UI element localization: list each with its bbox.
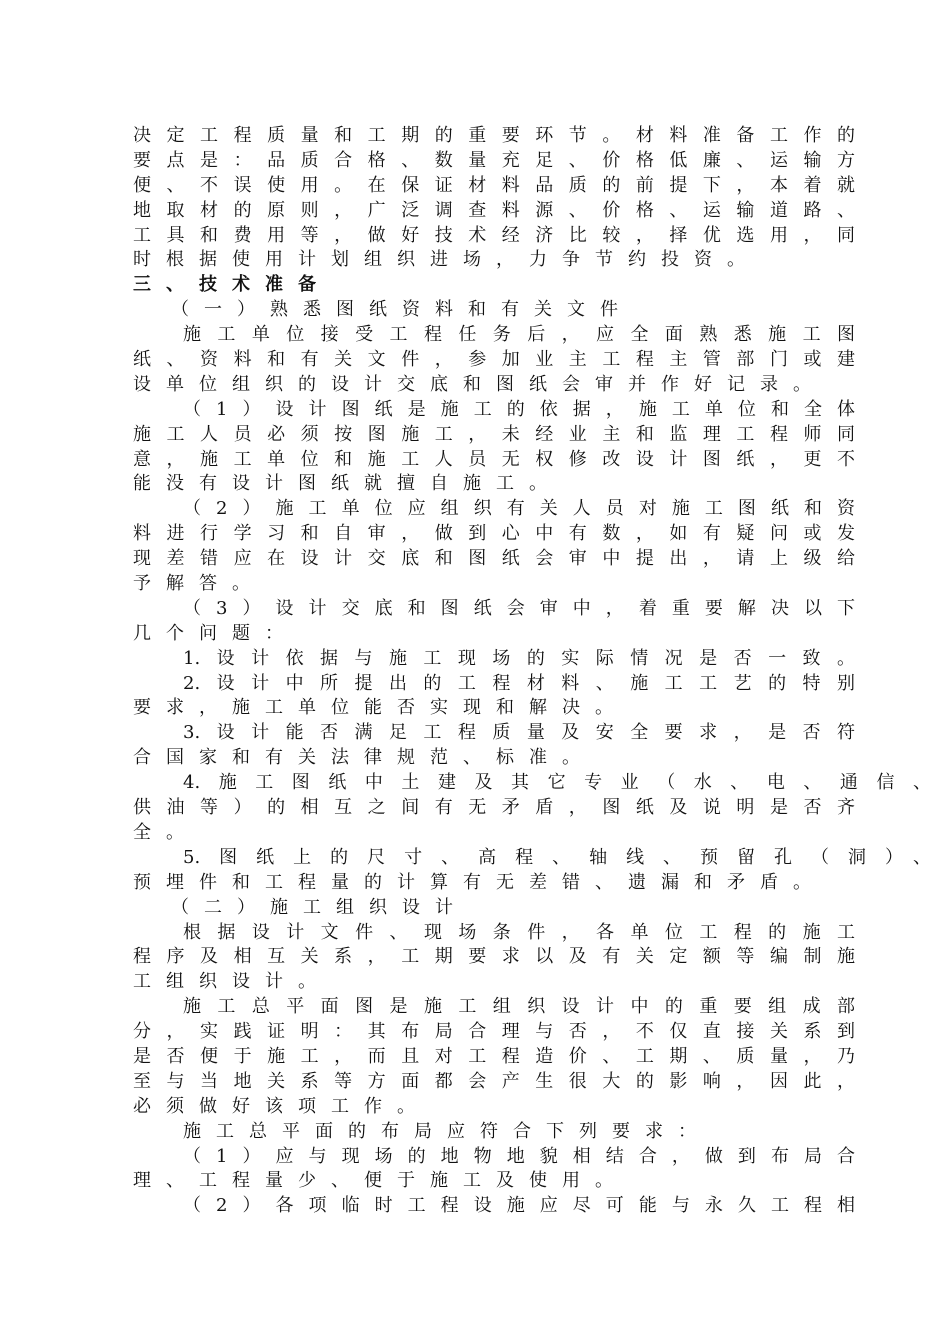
text-line: 理、工程量少、便于施工及使用。 xyxy=(133,1170,628,1192)
text-line: 施工总平面图是施工组织设计中的重要组成部 xyxy=(183,996,855,1018)
text-line: 要求，施工单位能否实现和解决。 xyxy=(133,697,628,719)
text-line: 能没有设计图纸就擅自施工。 xyxy=(133,473,562,495)
text-line: 予解答。 xyxy=(133,573,265,595)
text-line: 施工人员必须按图施工，未经业主和监理工程师同 xyxy=(133,423,855,445)
text-line: 决定工程质量和工期的重要环节。材料准备工作的 xyxy=(133,125,855,146)
text-line: 分，实践证明：其布局合理与否，不仅直接关系到 xyxy=(133,1021,855,1043)
text-line: （一）熟悉图纸资料和有关文件 xyxy=(171,299,633,321)
text-line: （2）施工单位应组织有关人员对施工图纸和资 xyxy=(183,498,855,520)
text-line: 便、不误使用。在保证材料品质的前提下，本着就 xyxy=(133,174,855,196)
text-line: 根据设计文件、现场条件，各单位工程的施工 xyxy=(183,921,855,943)
text-line: 施工单位接受工程任务后，应全面熟悉施工图 xyxy=(183,324,855,346)
text-line: 全。 xyxy=(133,821,199,843)
text-line: 意，施工单位和施工人员无权修改设计图纸，更不 xyxy=(133,448,855,470)
text-line: 纸、资料和有关文件，参加业主工程主管部门或建 xyxy=(133,349,855,371)
text-line: （2）各项临时工程设施应尽可能与永久工程相 xyxy=(183,1195,855,1217)
text-line: （3）设计交底和图纸会审中，着重要解决以下 xyxy=(183,597,855,619)
text-line: 时根据使用计划组织进场，力争节约投资。 xyxy=(133,249,760,271)
text-line: 施工总平面的布局应符合下列要求： xyxy=(183,1120,711,1142)
text-line: （二）施工组织设计 xyxy=(171,896,468,918)
text-line: 地取材的原则，广泛调查料源、价格、运输道路、 xyxy=(133,199,855,221)
text-line: 工具和费用等，做好技术经济比较，择优选用，同 xyxy=(133,224,855,246)
text-line: 至与当地关系等方面都会产生很大的影响，因此， xyxy=(133,1070,855,1092)
text-line: 设单位组织的设计交底和图纸会审并作好记录。 xyxy=(133,373,826,395)
body-text xyxy=(133,124,931,1219)
text-line: 4.施工图纸中土建及其它专业（水、电、通信、 xyxy=(183,772,931,794)
text-line: 是否便于施工，而且对工程造价、工期、质量，乃 xyxy=(133,1045,855,1067)
text-line: 预埋件和工程量的计算有无差错、遗漏和矛盾。 xyxy=(133,871,826,893)
text-line: 要点是：品质合格、数量充足、价格低廉、运输方 xyxy=(133,149,855,171)
text-line: 工组织设计。 xyxy=(133,971,331,993)
text-line: 几个问题： xyxy=(133,622,298,644)
text-line: （1）设计图纸是施工的依据，施工单位和全体 xyxy=(183,398,855,420)
text-line: 程序及相互关系，工期要求以及有关定额等编制施 xyxy=(133,946,855,968)
text-line: 3.设计能否满足工程质量及安全要求，是否符 xyxy=(183,722,855,744)
text-line: 1.设计依据与施工现场的实际情况是否一致。 xyxy=(183,647,855,669)
section-heading: 三、技术准备 xyxy=(133,274,331,296)
text-line: 5.图纸上的尺寸、高程、轴线、预留孔（洞）、 xyxy=(183,846,931,868)
text-line: 料进行学习和自审，做到心中有数，如有疑问或发 xyxy=(133,523,855,545)
text-line: 必须做好该项工作。 xyxy=(133,1095,430,1117)
text-line: 供油等）的相互之间有无矛盾，图纸及说明是否齐 xyxy=(133,797,855,819)
text-line: 2.设计中所提出的工程材料、施工工艺的特别 xyxy=(183,672,855,694)
text-line: 合国家和有关法律规范、标准。 xyxy=(133,747,595,769)
text-line: （1）应与现场的地物地貌相结合，做到布局合 xyxy=(183,1145,855,1167)
text-line: 现差错应在设计交底和图纸会审中提出，请上级给 xyxy=(133,548,855,570)
